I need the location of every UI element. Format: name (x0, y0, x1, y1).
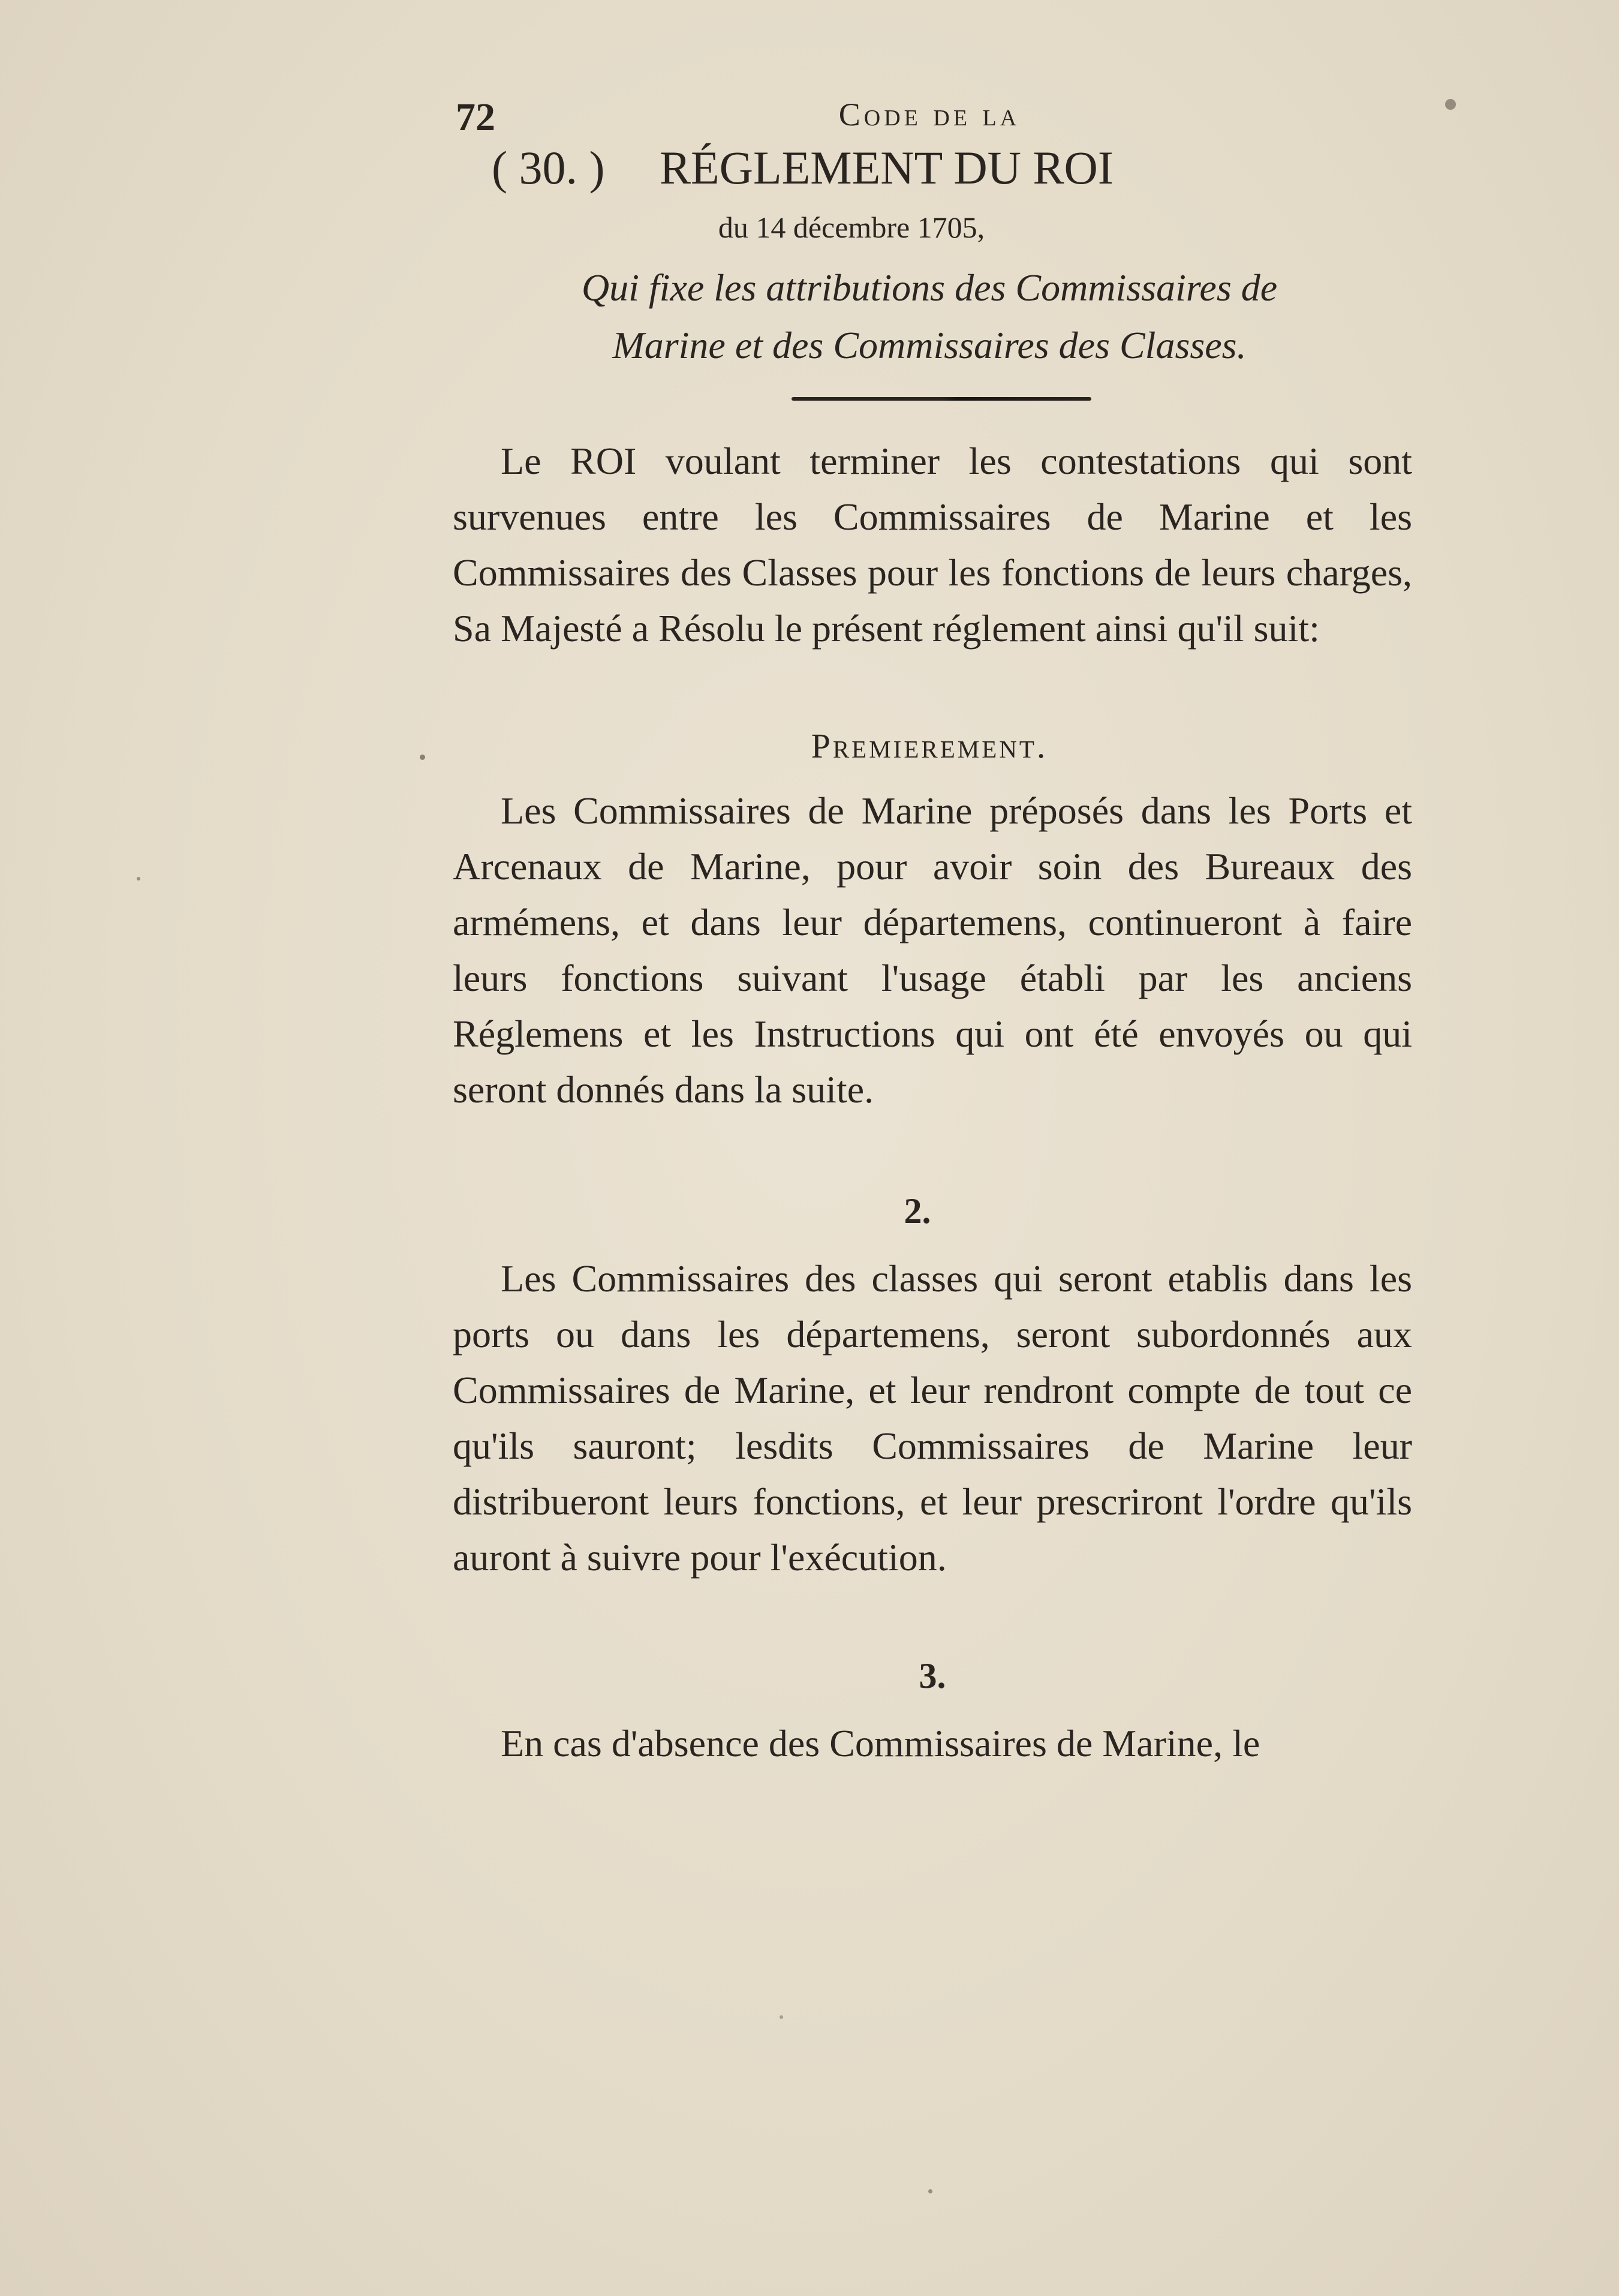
document-title-text: RÉGLEMENT DU ROI (660, 142, 1114, 194)
article-1-paragraph: Les Commissaires de Marine préposés dans les Ports et Arcenaux de Marine, pour avoir soin des Bureaux des armémens, et dans leur départemens, continueront à faire leurs fonctions suivant l'usage établi par les anciens Réglemens et les Instructions qui ont été envoyés ou qui seront donnés dans la suite. (453, 789, 1412, 1111)
page-number: 72 (456, 95, 495, 139)
running-head: Code de la (838, 97, 1021, 133)
title-rule (792, 397, 1091, 401)
subtitle-line-1: Qui fixe les attributions des Commissaires de (581, 266, 1278, 309)
article-2-paragraph: Les Commissaires des classes qui seront etablis dans les ports ou dans les départemens, seront subordonnés aux Commissaires de Marine, et leur rendront compte de tout ce qu'ils sauront; lesdits Commissaires de Marine leur distribueront leurs fonctions, et leur prescriront l'ordre qu'ils auront à suivre pour l'exécution. (453, 1257, 1412, 1579)
paper-speck (137, 877, 140, 880)
article-3-paragraph: En cas d'absence des Commissaires de Marine, le (501, 1722, 1260, 1765)
article-1-heading: Premierement. (811, 726, 1048, 765)
article-2-number: 2. (904, 1191, 931, 1231)
paper-speck (1445, 99, 1456, 110)
paper-speck (780, 2015, 783, 2019)
document-title (492, 141, 1211, 195)
document-number: ( 30. ) (492, 142, 605, 194)
subtitle-line-2: Marine et des Commissaires des Classes. (612, 324, 1247, 366)
document-subtitle (450, 259, 1409, 374)
article-3-number: 3. (919, 1656, 946, 1696)
preamble-paragraph: Le ROI voulant terminer les contestations qui sont survenues entre les Commissaires de Marine et les Commissaires des Classes pour les fonctions de leurs charges, Sa Majesté a Résolu le présent réglement ainsi qu'il suit: (453, 440, 1412, 650)
document-date: du 14 décembre 1705, (718, 211, 985, 244)
paper-speck (420, 755, 425, 760)
paper-speck (928, 2189, 932, 2193)
